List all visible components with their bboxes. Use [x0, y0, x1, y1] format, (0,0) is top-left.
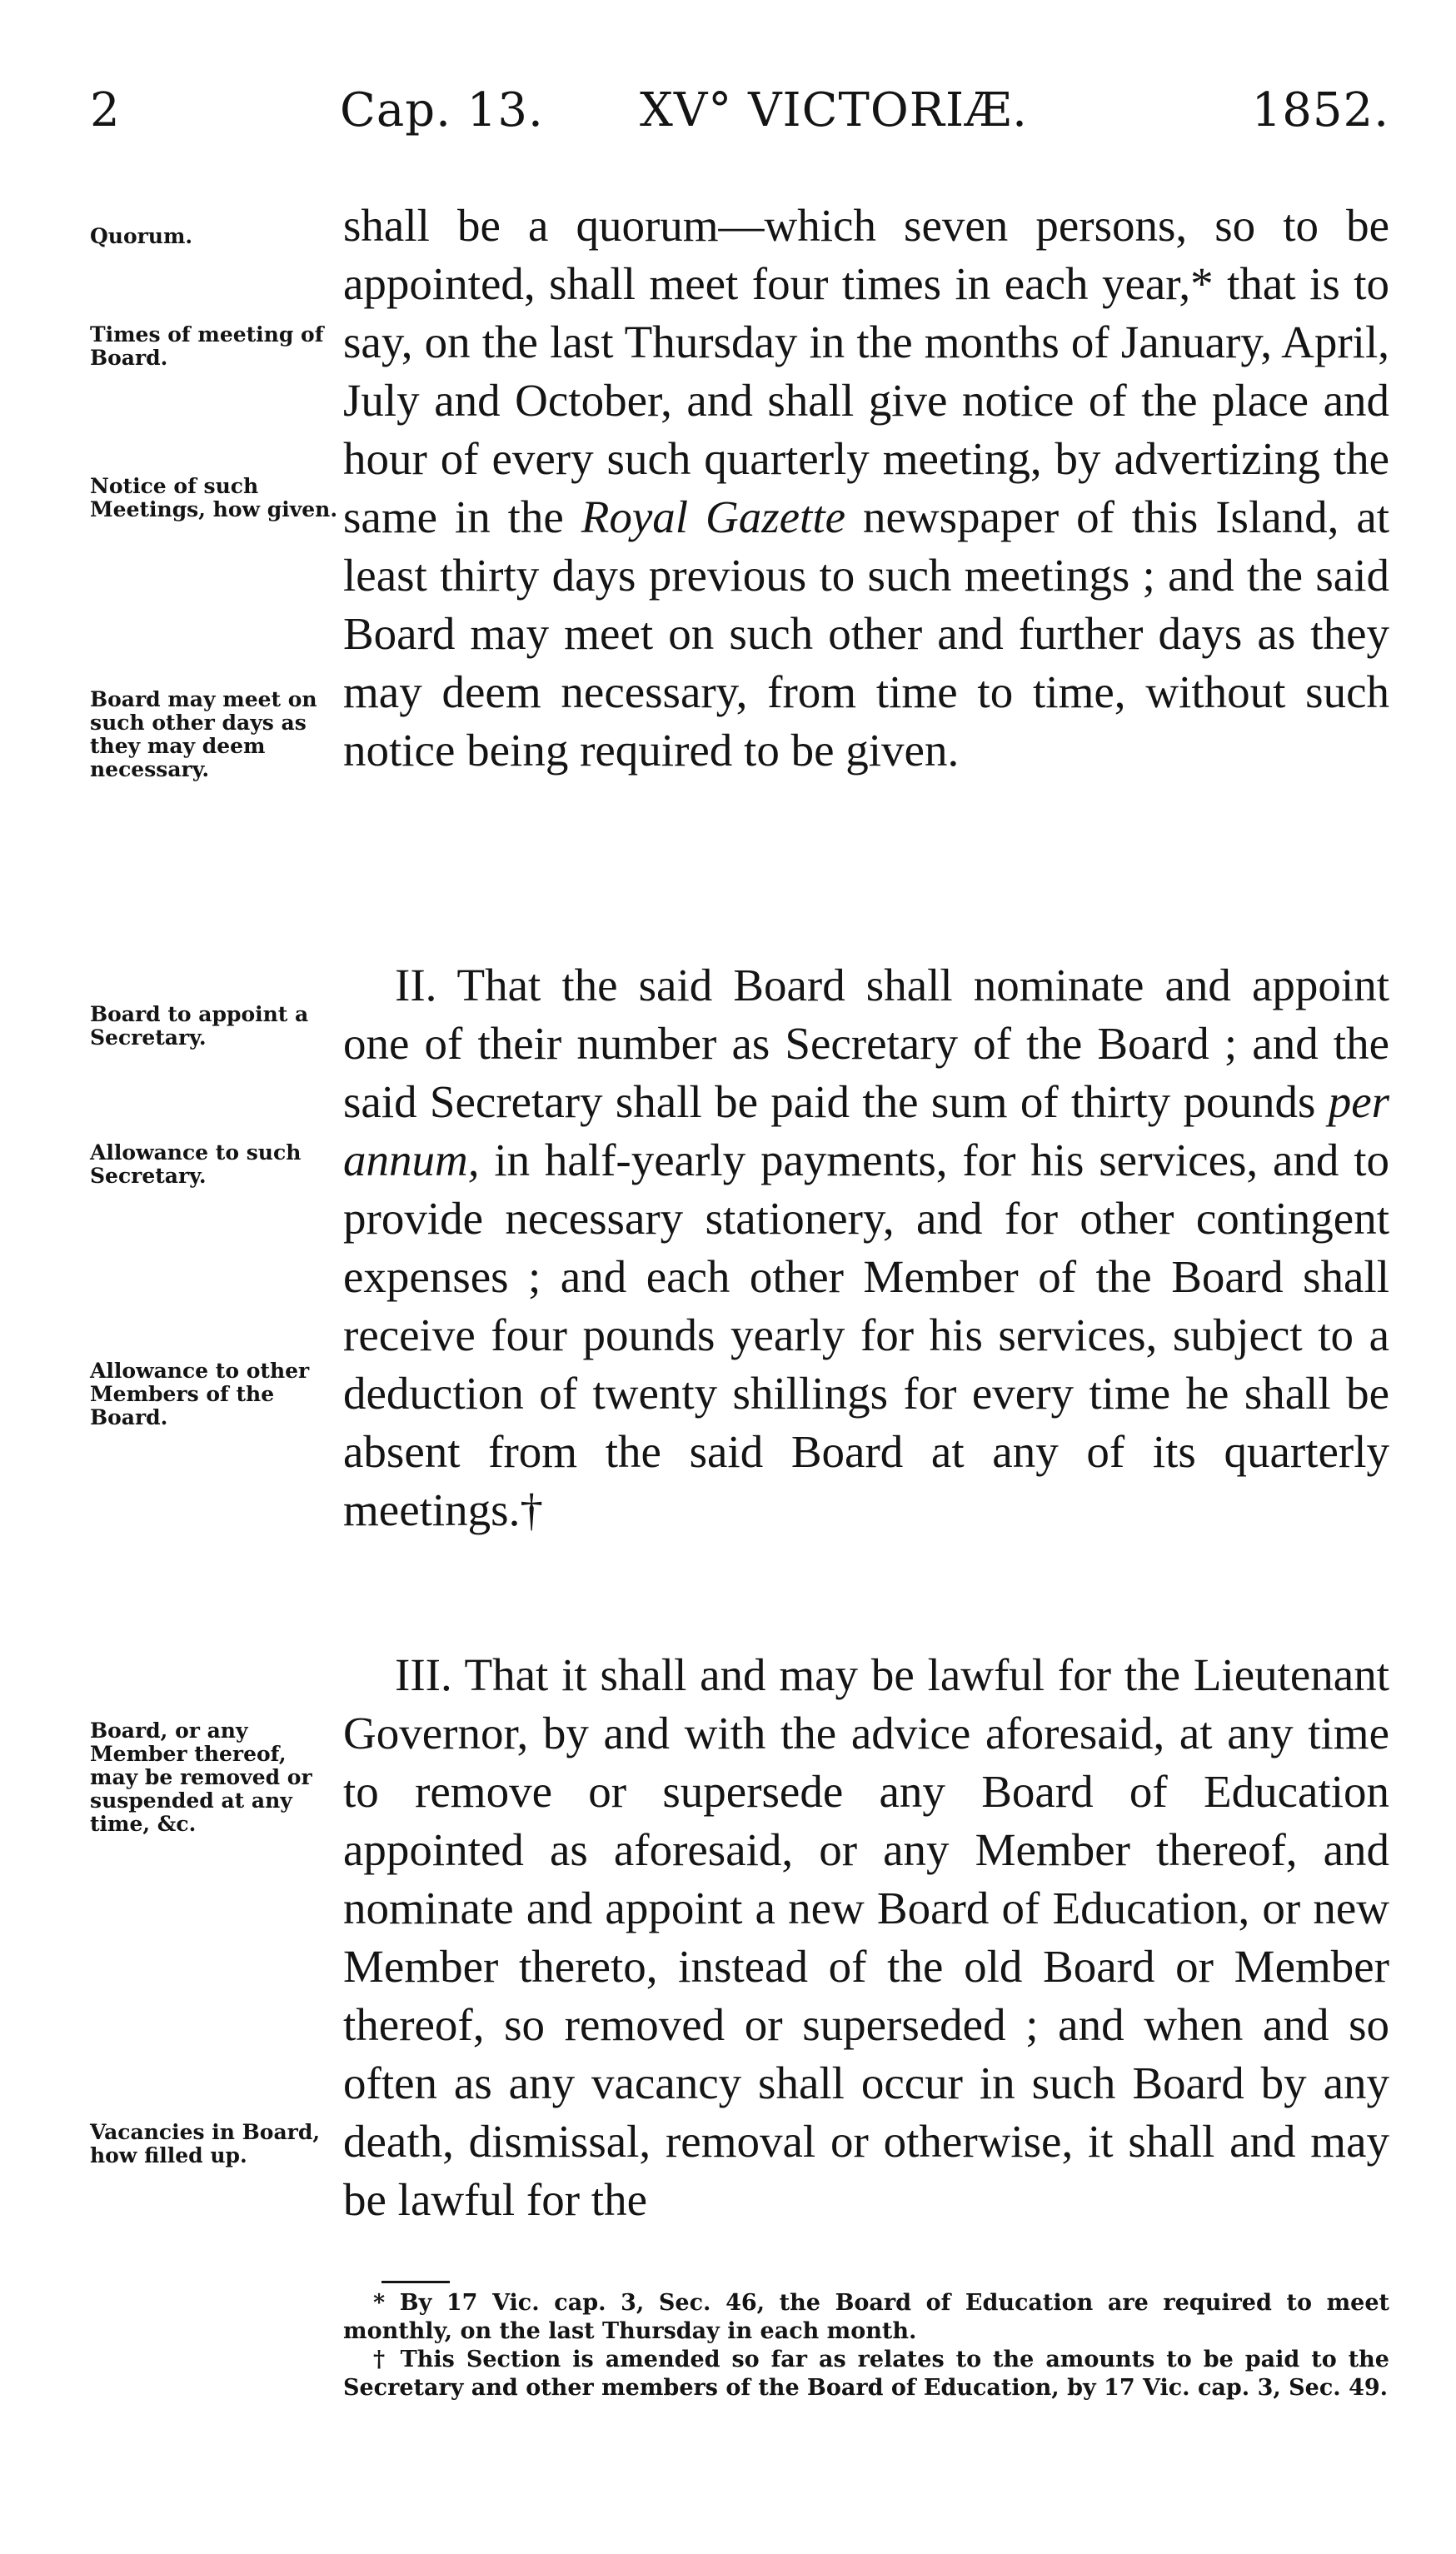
- margin-note-allowance-members: Allowance to other Members of the Board.: [90, 1359, 310, 1429]
- margin-note-quorum: Quorum.: [90, 224, 193, 248]
- section-2-paragraph: II. That the said Board shall nominate and appoint one of their number as Secretary of the Board ; and the said Secretary shall be paid the sum of thirty pounds per annum, in half-yearly payments, for his services, and to provide necessary stationery, and for other contingent expenses ; and each other Member of the Board shall receive four pounds yearly for his services, subject to a deduction of twenty shillings for every time he shall be absent from the said Board at any of its quarterly meetings.†: [343, 960, 1390, 1535]
- per-annum-italic: per annum,: [343, 1076, 1390, 1185]
- paragraph-continuation: shall be a quorum—which seven persons, so to be appointed, shall meet four times in each year,* that is to say, on the last Thursday in the months of January, April, July and October, and shall give notice of the place and hour of every such quarterly meeting, by advertizing the same in the Royal Gazette newspaper of this Island, at least thirty days previous to such meetings ; and the said Board may meet on such other and further days as they may deem necessary, from time to time, without such notice being required to be given.: [343, 200, 1390, 776]
- footnotes: [343, 2289, 1389, 2402]
- main-text-opening: [343, 197, 1389, 780]
- royal-gazette-italic: Royal Gazette: [581, 491, 846, 542]
- page-number: 2: [90, 83, 121, 137]
- footnote-rule: [381, 2281, 450, 2283]
- margin-note-board-may-meet: Board may meet on such other days as they may deem necessary.: [90, 687, 317, 781]
- year-label: 1852.: [1251, 83, 1389, 137]
- running-header: [90, 73, 1389, 148]
- margin-note-notice-of-meetings: Notice of such Meetings, how given.: [90, 474, 338, 521]
- margin-note-allowance-secretary: Allowance to such Secretary.: [90, 1140, 302, 1188]
- margin-note-board-removed: Board, or any Member thereof, may be removed or suspended at any time, &c.: [90, 1718, 312, 1836]
- margin-note-vacancies: Vacancies in Board, how filled up.: [90, 2120, 321, 2167]
- margin-note-times-of-meeting: Times of meeting of Board.: [90, 322, 324, 370]
- section-2: [343, 956, 1389, 1539]
- section-3-paragraph: III. That it shall and may be lawful for the Lieutenant Governor, by and with the advice aforesaid, at any time to remove or supersede any Board of Education appointed as aforesaid, or any Member thereof, and nominate and appoint a new Board of Education, or new Member thereto, instead of the old Board or Member thereof, so removed or superseded ; and when and so often as any vacancy shall occur in such Board by any death, dismissal, removal or otherwise, it shall and may be lawful for the: [343, 1649, 1389, 2225]
- chapter-label: Cap. 13.: [340, 83, 544, 137]
- reign-title: XV° VICTORIÆ.: [640, 83, 1028, 137]
- section-3: [343, 1646, 1389, 2229]
- footnote-star: * By 17 Vic. cap. 3, Sec. 46, the Board of Education are required to meet monthly, on the last Thursday in each month.: [343, 2290, 1389, 2344]
- footnote-dagger: † This Section is amended so far as relates to the amounts to be paid to the Secretary and other members of the Board of Education, by 17 Vic. cap. 3, Sec. 49.: [343, 2347, 1389, 2401]
- margin-note-board-secretary: Board to appoint a Secretary.: [90, 1002, 309, 1050]
